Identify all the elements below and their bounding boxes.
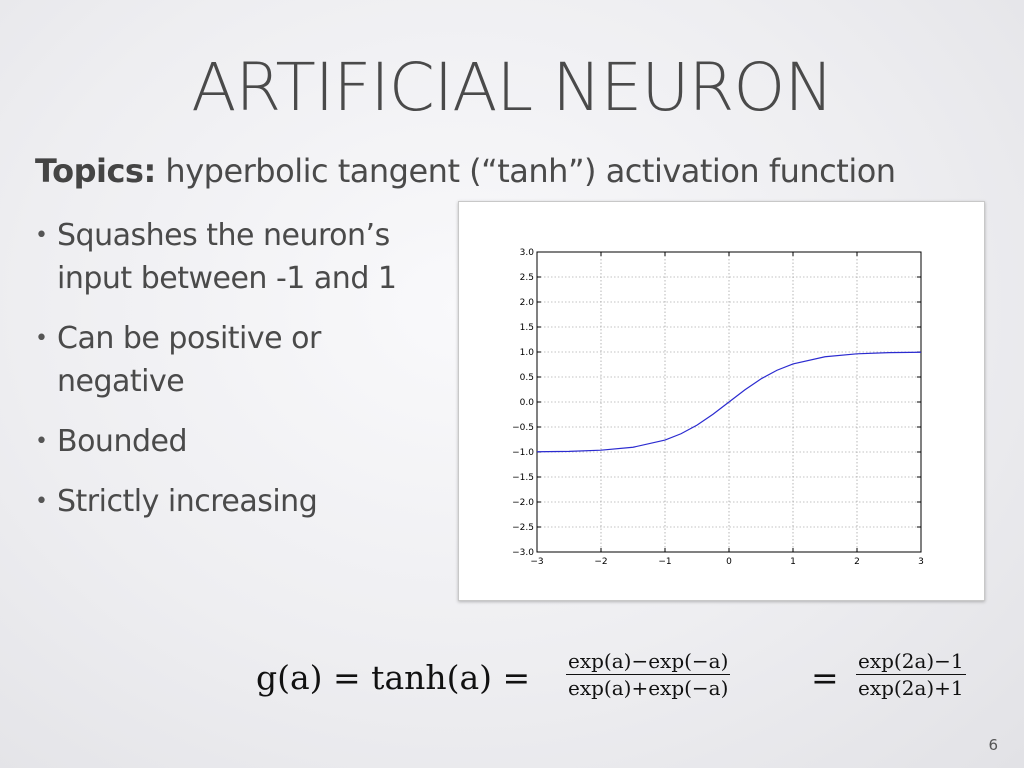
bullet-item (35, 480, 445, 523)
y-tick-label: 0.5 (519, 373, 534, 383)
formula-lhs: g(a) = tanh(a) = (256, 658, 531, 697)
topics-line (35, 152, 896, 190)
tanh-chart (459, 202, 984, 600)
y-tick-label: 0.0 (519, 398, 534, 408)
y-tick-label: 1.0 (519, 348, 534, 358)
tanh-chart-frame (458, 201, 985, 601)
bullet-text: Strictly increasing (57, 484, 318, 519)
bullet-text: Bounded (57, 424, 188, 459)
bullet-item (35, 214, 445, 300)
x-tick-label: 2 (854, 557, 860, 567)
slide-title: ARTIFICIAL NEURON (191, 49, 833, 126)
bullet-icon: • (35, 489, 48, 514)
bullet-text: Can be positive or negative (57, 321, 321, 399)
y-tick-label: −0.5 (512, 423, 534, 433)
fraction-1-numerator: exp(a)−exp(−a) (568, 649, 729, 673)
bullet-item (35, 420, 445, 463)
x-tick-label: −2 (594, 557, 608, 567)
page-number: 6 (988, 736, 998, 754)
x-tick-label: 0 (726, 557, 732, 567)
topics-text: hyperbolic tangent (“tanh”) activation function (155, 152, 896, 190)
topics-label: Topics: (35, 152, 156, 190)
y-tick-label: −2.5 (512, 523, 534, 533)
formula-fraction-1 (566, 648, 730, 701)
bullet-text: Squashes the neuron’s input between -1 and 1 (57, 218, 397, 296)
y-tick-label: 2.0 (519, 298, 534, 308)
y-tick-label: −1.0 (512, 448, 534, 458)
fraction-2-denominator: exp(2a)+1 (858, 676, 964, 700)
bullet-icon: • (35, 326, 48, 351)
x-tick-label: −1 (658, 557, 672, 567)
bullet-icon: • (35, 429, 48, 454)
x-tick-label: 3 (918, 557, 924, 567)
bullet-list (35, 214, 445, 540)
fraction-1-denominator: exp(a)+exp(−a) (568, 676, 729, 700)
y-tick-label: 1.5 (519, 323, 534, 333)
y-tick-label: −1.5 (512, 473, 534, 483)
y-tick-label: 2.5 (519, 273, 534, 283)
fraction-2-numerator: exp(2a)−1 (858, 649, 964, 673)
formula-fraction-2 (856, 648, 966, 701)
y-tick-label: −2.0 (512, 498, 534, 508)
bullet-icon: • (35, 223, 48, 248)
y-tick-label: −3.0 (512, 548, 534, 558)
tanh-formula (256, 640, 1016, 715)
x-tick-label: 1 (790, 557, 796, 567)
y-tick-label: 3.0 (519, 248, 534, 258)
x-tick-label: −3 (530, 557, 544, 567)
formula-equals: = (811, 658, 839, 697)
bullet-item (35, 317, 445, 403)
